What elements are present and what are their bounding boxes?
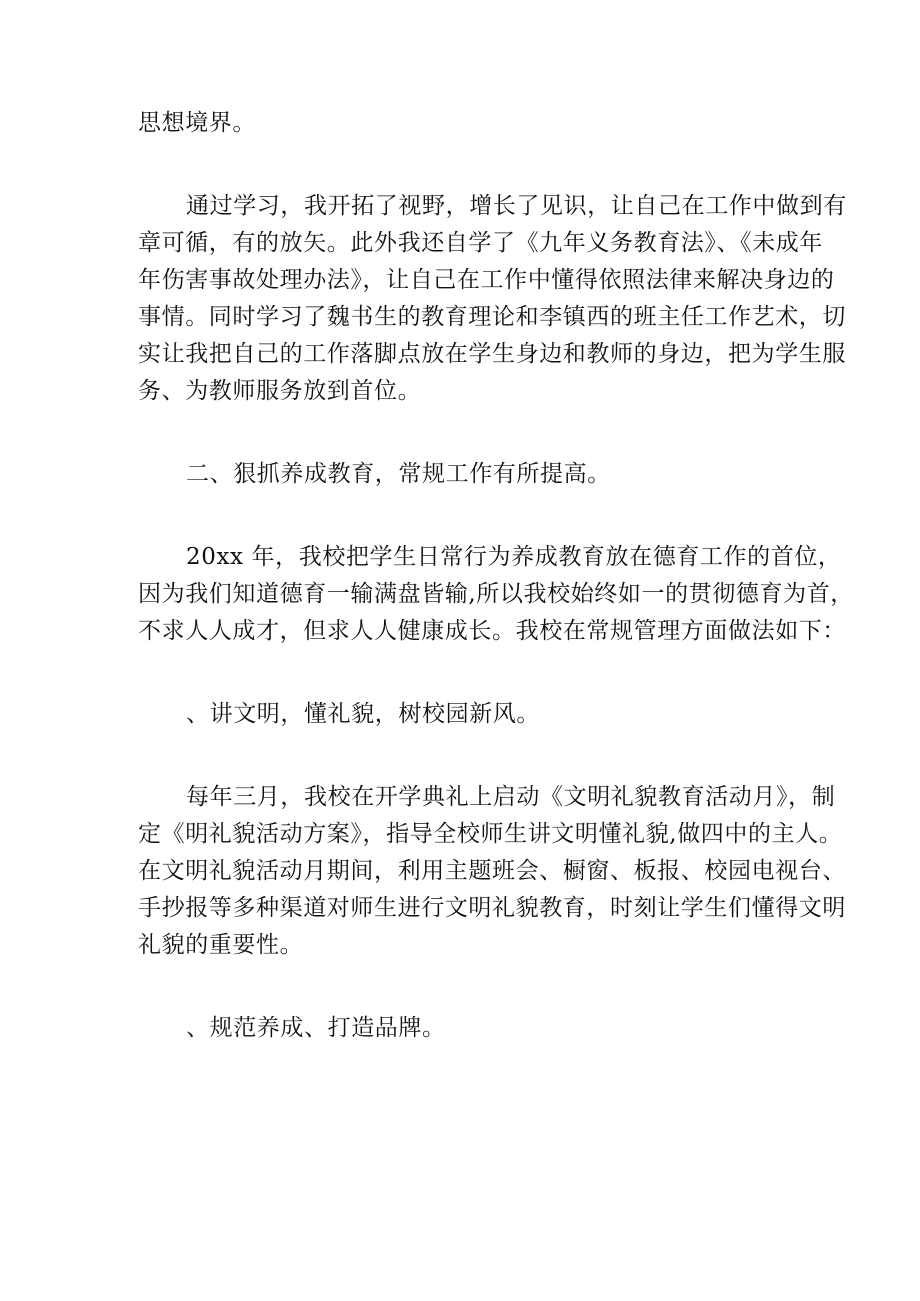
text-line: 务、为教师服务放到首位。 [138,378,422,404]
section-heading: 二、狠抓养成教育，常规工作有所提高。 [186,461,611,487]
text-line: 手抄报等多种渠道对师生进行文明礼貌教育，时刻让学生们懂得文明 [138,895,846,921]
text-line: 20xx 年，我校把学生日常行为养成教育放在德育工作的首位， [186,544,842,570]
text-line: 实让我把自己的工作落脚点放在学生身边和教师的身边，把为学生服 [138,341,846,367]
text-line: 每年三月，我校在开学典礼上启动《文明礼貌教育活动月》，制 [186,784,836,810]
text-line: 在文明礼貌活动月期间，利用主题班会、橱窗、板报、校园电视台、 [138,858,846,884]
text-line: 事情。同时学习了魏书生的教育理论和李镇西的班主任工作艺术，切 [138,304,846,330]
text-line: 章可循，有的放矢。此外我还自学了《九年义务教育法》、《未成年 [138,230,823,256]
text-line: 年伤害事故处理办法》，让自己在工作中懂得依照法律来解决身边的 [138,267,835,293]
subsection-heading: 、规范养成、打造品牌。 [186,1015,446,1041]
text-line: 因为我们知道德育一输满盘皆输,所以我校始终如一的贯彻德育为首， [138,581,854,607]
text-line: 礼貌的重要性。 [138,932,304,958]
subsection-heading: 、讲文明，懂礼貌，树校园新风。 [186,701,540,727]
text-line: 不求人人成才，但求人人健康成长。我校在常规管理方面做法如下： [138,618,846,644]
text-line: 定《明礼貌活动方案》，指导全校师生讲文明懂礼貌,做四中的主人。 [138,821,843,847]
text-line: 通过学习，我开拓了视野，增长了见识，让自己在工作中做到有 [186,193,847,219]
text-line: 思想境界。 [138,110,256,136]
